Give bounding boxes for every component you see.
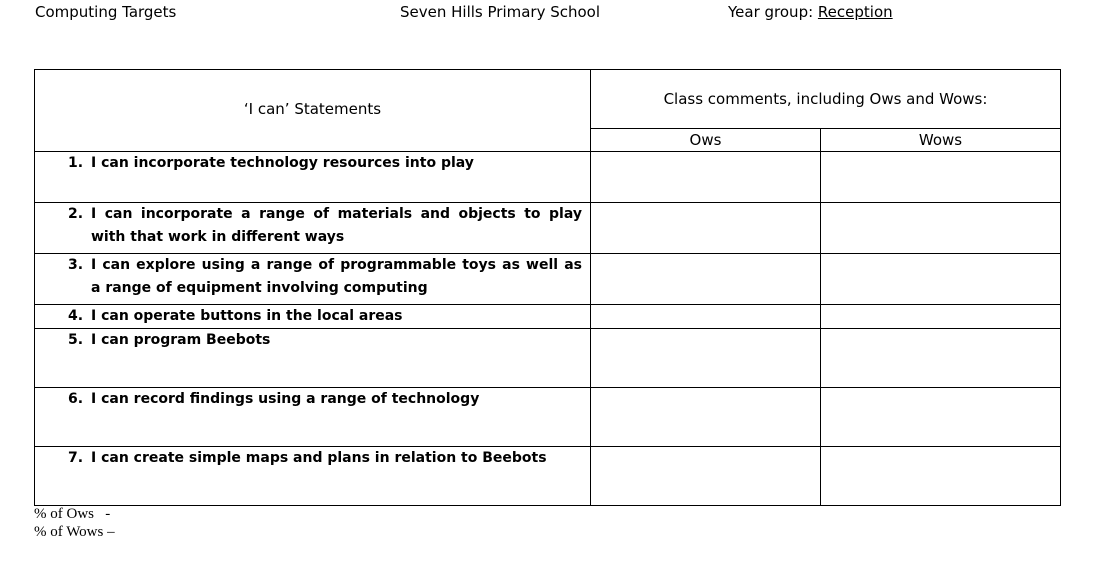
ows-cell[interactable] <box>591 305 821 329</box>
ows-cell[interactable] <box>591 203 821 254</box>
statement-text: I can incorporate technology resources into play <box>91 155 474 171</box>
table-row <box>35 254 1061 305</box>
ows-cell[interactable] <box>591 447 821 506</box>
statement-number: 4. <box>68 308 84 324</box>
wows-heading: Wows <box>821 129 1061 152</box>
ows-cell[interactable] <box>591 329 821 388</box>
statement-text: I can create simple maps and plans in relation to Beebots <box>91 450 547 466</box>
wows-percentage-line: % of Wows – <box>34 524 115 540</box>
ows-percentage-line: % of Ows - <box>34 506 111 522</box>
table-row <box>35 329 1061 388</box>
wows-cell[interactable] <box>821 388 1061 447</box>
statement-number: 3. <box>68 257 84 273</box>
statement-text: I can operate buttons in the local areas <box>91 308 403 324</box>
targets-table <box>34 69 1061 506</box>
statement-cell <box>35 152 591 203</box>
statement-cell <box>35 388 591 447</box>
statements-heading: ‘I can’ Statements <box>35 70 591 152</box>
comments-heading: Class comments, including Ows and Wows: <box>591 70 1061 129</box>
table-row <box>35 152 1061 203</box>
table-row <box>35 447 1061 506</box>
year-group <box>728 3 893 21</box>
table-row <box>35 388 1061 447</box>
wows-cell[interactable] <box>821 329 1061 388</box>
statement-number: 6. <box>68 391 84 407</box>
statement-cell <box>35 447 591 506</box>
document-subject: Computing Targets <box>35 3 177 21</box>
table-row <box>35 305 1061 329</box>
wows-cell[interactable] <box>821 152 1061 203</box>
statement-text: I can record findings using a range of technology <box>91 391 480 407</box>
ows-cell[interactable] <box>591 388 821 447</box>
statement-number: 7. <box>68 450 84 466</box>
statement-cell <box>35 203 591 254</box>
statement-cell <box>35 305 591 329</box>
statement-cell <box>35 329 591 388</box>
year-group-value: Reception <box>817 3 893 21</box>
year-group-label: Year group: <box>728 3 818 21</box>
ows-heading: Ows <box>591 129 821 152</box>
table-header-row <box>35 70 1061 129</box>
statement-number: 5. <box>68 332 84 348</box>
wows-cell[interactable] <box>821 203 1061 254</box>
ows-cell[interactable] <box>591 254 821 305</box>
statement-text: I can explore using a range of programmable toys as well as a range of equipment involving computing <box>91 257 582 296</box>
statement-number: 1. <box>68 155 84 171</box>
wows-cell[interactable] <box>821 305 1061 329</box>
statement-number: 2. <box>68 206 84 222</box>
school-name: Seven Hills Primary School <box>400 3 601 21</box>
ows-cell[interactable] <box>591 152 821 203</box>
statement-text: I can program Beebots <box>91 332 271 348</box>
wows-cell[interactable] <box>821 254 1061 305</box>
statement-cell <box>35 254 591 305</box>
statement-text: I can incorporate a range of materials and objects to play with that work in different ways <box>91 206 582 245</box>
table-row <box>35 203 1061 254</box>
wows-cell[interactable] <box>821 447 1061 506</box>
